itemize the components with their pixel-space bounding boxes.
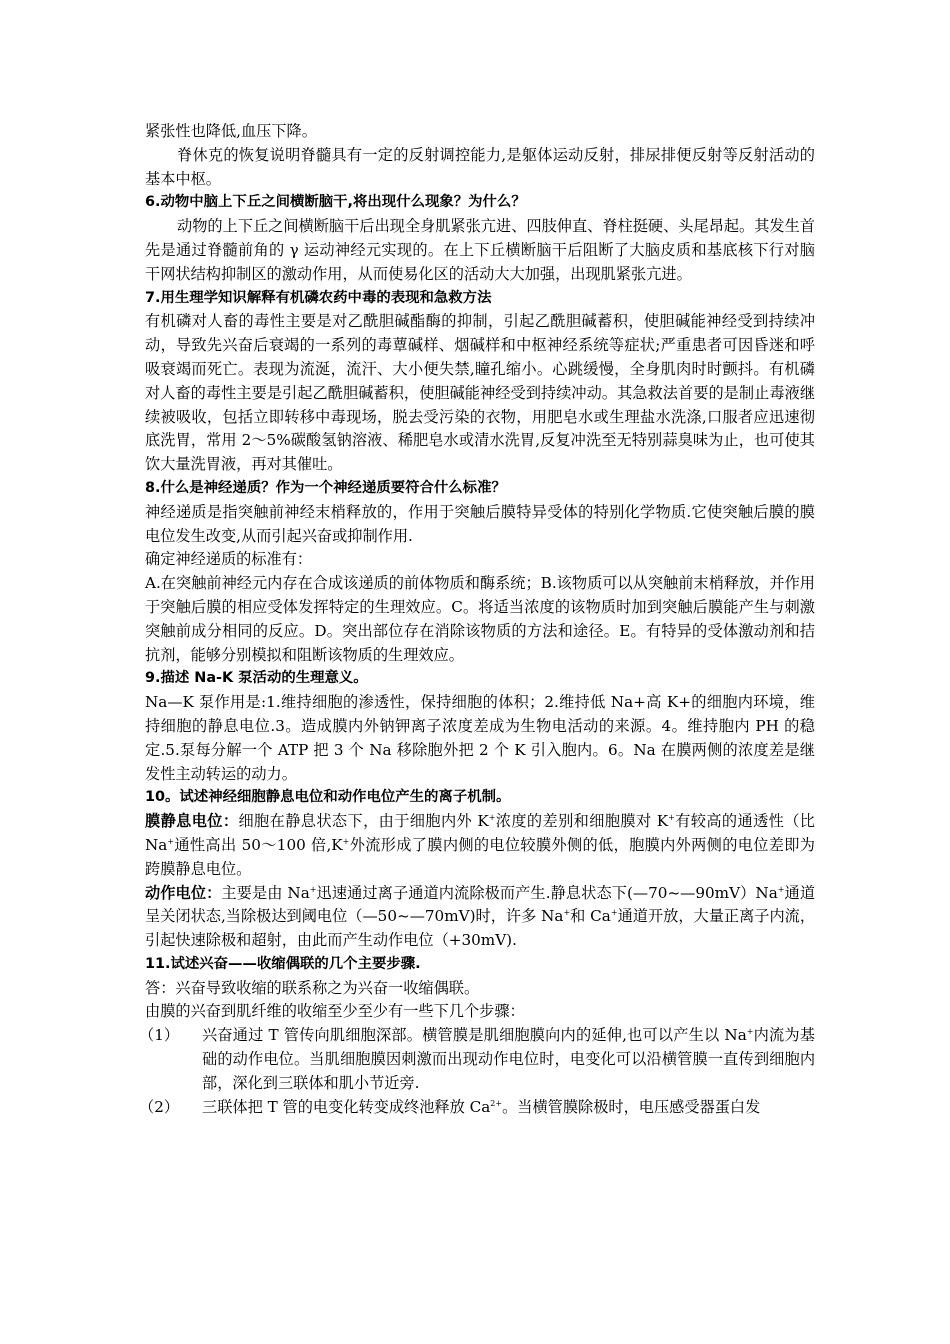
text-run: 通道开放，大量正离子内流，引起快速除极和超射，由此而产生动作电位（+30mV). (145, 907, 816, 950)
question-8-heading: 8.什么是神经递质？作为一个神经递质要符合什么标准？ (145, 479, 506, 496)
question-11-heading: 11.试述兴奋——收缩偶联的几个主要步骤. (145, 955, 421, 972)
step-2-number: （2） (139, 1097, 180, 1116)
answer-9-paragraph: Na—K 泵作用是:1.维持细胞的渗透性，保持细胞的体积；2.维持低 Na+高 K+的细胞内环境，维持细胞的静息电位.3。造成膜内外钠钾离子浓度差成为生物电活动的来源。4。维持胞内 PH 的稳定.5.泵每分解一个 ATP 把 3 个 Na 移除胞外把 2 个 K 引入胞内。6。Na 在膜两侧的浓度差是继发性主动转运的动力。 (145, 693, 815, 783)
text-run: 外流形成了膜内侧的电位较膜外侧的低，胞膜内外两侧的电位差即为跨膜静息电位。 (145, 835, 815, 878)
text-run: 主要是由 Na (221, 883, 310, 902)
text-run: 浓度的差别和细胞膜对 K (495, 812, 669, 831)
question-7-heading: 7.用生理学知识解释有机磷农药中毒的表现和急救方法 (145, 289, 492, 306)
action-potential-label: 动作电位： (145, 883, 222, 902)
superscript: + (746, 1027, 754, 1037)
text-run: 通道呈关闭状态,当除极达到阈电位（—50~—70mV)时，许多 Na (145, 883, 816, 926)
document-page (139, 120, 816, 1119)
answer-7-paragraph: 有机磷对人畜的毒性主要是对乙酰胆碱酯酶的抑制，引起乙酰胆碱蓄积，使胆碱能神经受到持续冲动，导致先兴奋后衰竭的一系列的毒蕈碱样、烟碱样和中枢神经系统等症状;严重患者可因昏迷和呼吸衰竭而死亡。表现为流涎，流汗、大小便失禁,瞳孔缩小。心跳缓慢，全身肌肉时时颤抖。有机磷对人畜的毒性主要是引起乙酰胆碱蓄积，使胆碱能神经受到持续冲动。其急救法首要的是制止毒液继续被吸收，包括立即转移中毒现场，脱去受污染的衣物，用肥皂水或生理盐水洗涤,口服者应迅速彻底洗胃，常用 2～5%碳酸氢钠溶液、稀肥皂水或清水洗胃,反复冲洗至无特别蒜臭味为止，也可使其饮大量洗胃液，再对其催吐。 (145, 312, 815, 474)
answer-8-criteria: A.在突触前神经元内存在合成该递质的前体物质和酶系统；B.该物质可以从突触前末梢释放，并作用于突触后膜的相应受体发挥特定的生理效应。C。将适当浓度的该物质时加到突触后膜能产生与刺激突触前成分相同的反应。D。突出部位存在消除该物质的方法和途径。E。有特异的受体激动剂和拮抗剂，能够分别模拟和阻断该物质的生理效应。 (145, 574, 815, 664)
question-6-heading: 6.动物中脑上下丘之间横断脑干,将出现什么现象？为什么？ (145, 194, 526, 211)
paragraph-intro: 紧张性也降低,血压下降。 (145, 122, 317, 140)
paragraph-spinal-shock: 脊休克的恢复说明脊髓具有一定的反射调控能力,是躯体运动反射，排尿排便反射等反射活动的基本中枢。 (145, 145, 815, 188)
superscript: 2+ (490, 1098, 503, 1108)
superscript: + (167, 836, 175, 846)
superscript: + (668, 813, 675, 823)
resting-potential-label: 膜静息电位： (145, 812, 239, 831)
text-run: 和 Ca (570, 907, 611, 926)
superscript: + (563, 908, 571, 918)
answer-8-criteria-intro: 确定神经递质的标准有： (145, 550, 313, 569)
text-run: 三联体把 T 管的电变化转变成终池释放 Ca (202, 1097, 491, 1116)
step-1 (139, 1024, 815, 1095)
answer-11-intro: 答：兴奋导致收缩的联系称之为兴奋一收缩偶联。 (145, 978, 480, 997)
text-run: 迅速通过离子通道内流除极而产生.静息状态下(—70~—90mV）Na (316, 883, 778, 902)
text-run: 通性高出 50～100 倍,K (174, 835, 343, 854)
step-1-number: （1） (139, 1026, 180, 1045)
question-9-heading: 9.描述 Na-K 泵活动的生理意义。 (145, 670, 368, 687)
question-10-heading: 10。试述神经细胞静息电位和动作电位产生的离子机制。 (145, 789, 511, 806)
superscript: + (610, 908, 618, 918)
answer-8-definition: 神经递质是指突触前神经末梢释放的，作用于突触后膜特异受体的特别化学物质.它使突触后膜的膜电位发生改变,从而引起兴奋或抑制作用. (145, 502, 815, 545)
text-run: 有较高的通透性（比 Na (145, 812, 815, 854)
text-run: 。当横管膜除极时，电压感受器蛋白发 (502, 1097, 761, 1116)
text-run: 兴奋通过 T 管传向肌细胞深部。横管膜是肌细胞膜向内的延伸,也可以产生以 Na (202, 1026, 747, 1045)
answer-6-paragraph: 动物的上下丘之间横断脑干后出现全身肌紧张亢进、四肢伸直、脊柱挺硬、头尾昂起。其发生首先是通过脊髓前角的 γ 运动神经元实现的。在上下丘横断脑干后阻断了大脑皮质和基底核下行对脑干网状结构抑制区的激动作用，从而使易化区的活动大大加强，出现肌紧张亢进。 (145, 217, 815, 283)
superscript: + (777, 884, 785, 894)
superscript: + (488, 813, 496, 823)
answer-10-resting-potential (145, 810, 815, 881)
answer-11-steps-intro: 由膜的兴奋到肌纤维的收缩至少至少有一些下几个步骤： (145, 1002, 525, 1021)
answer-10-action-potential (145, 882, 815, 953)
text-run: 细胞在静息状态下，由于细胞内外 K (238, 812, 489, 831)
step-2 (139, 1096, 815, 1120)
superscript: + (309, 884, 317, 894)
text-run: 内流为基础的动作电位。当肌细胞膜因刺激而出现动作电位时，电变化可以沿横管膜一直传到细胞内部，深化到三联体和肌小节近旁. (202, 1026, 815, 1092)
superscript: + (342, 836, 350, 846)
